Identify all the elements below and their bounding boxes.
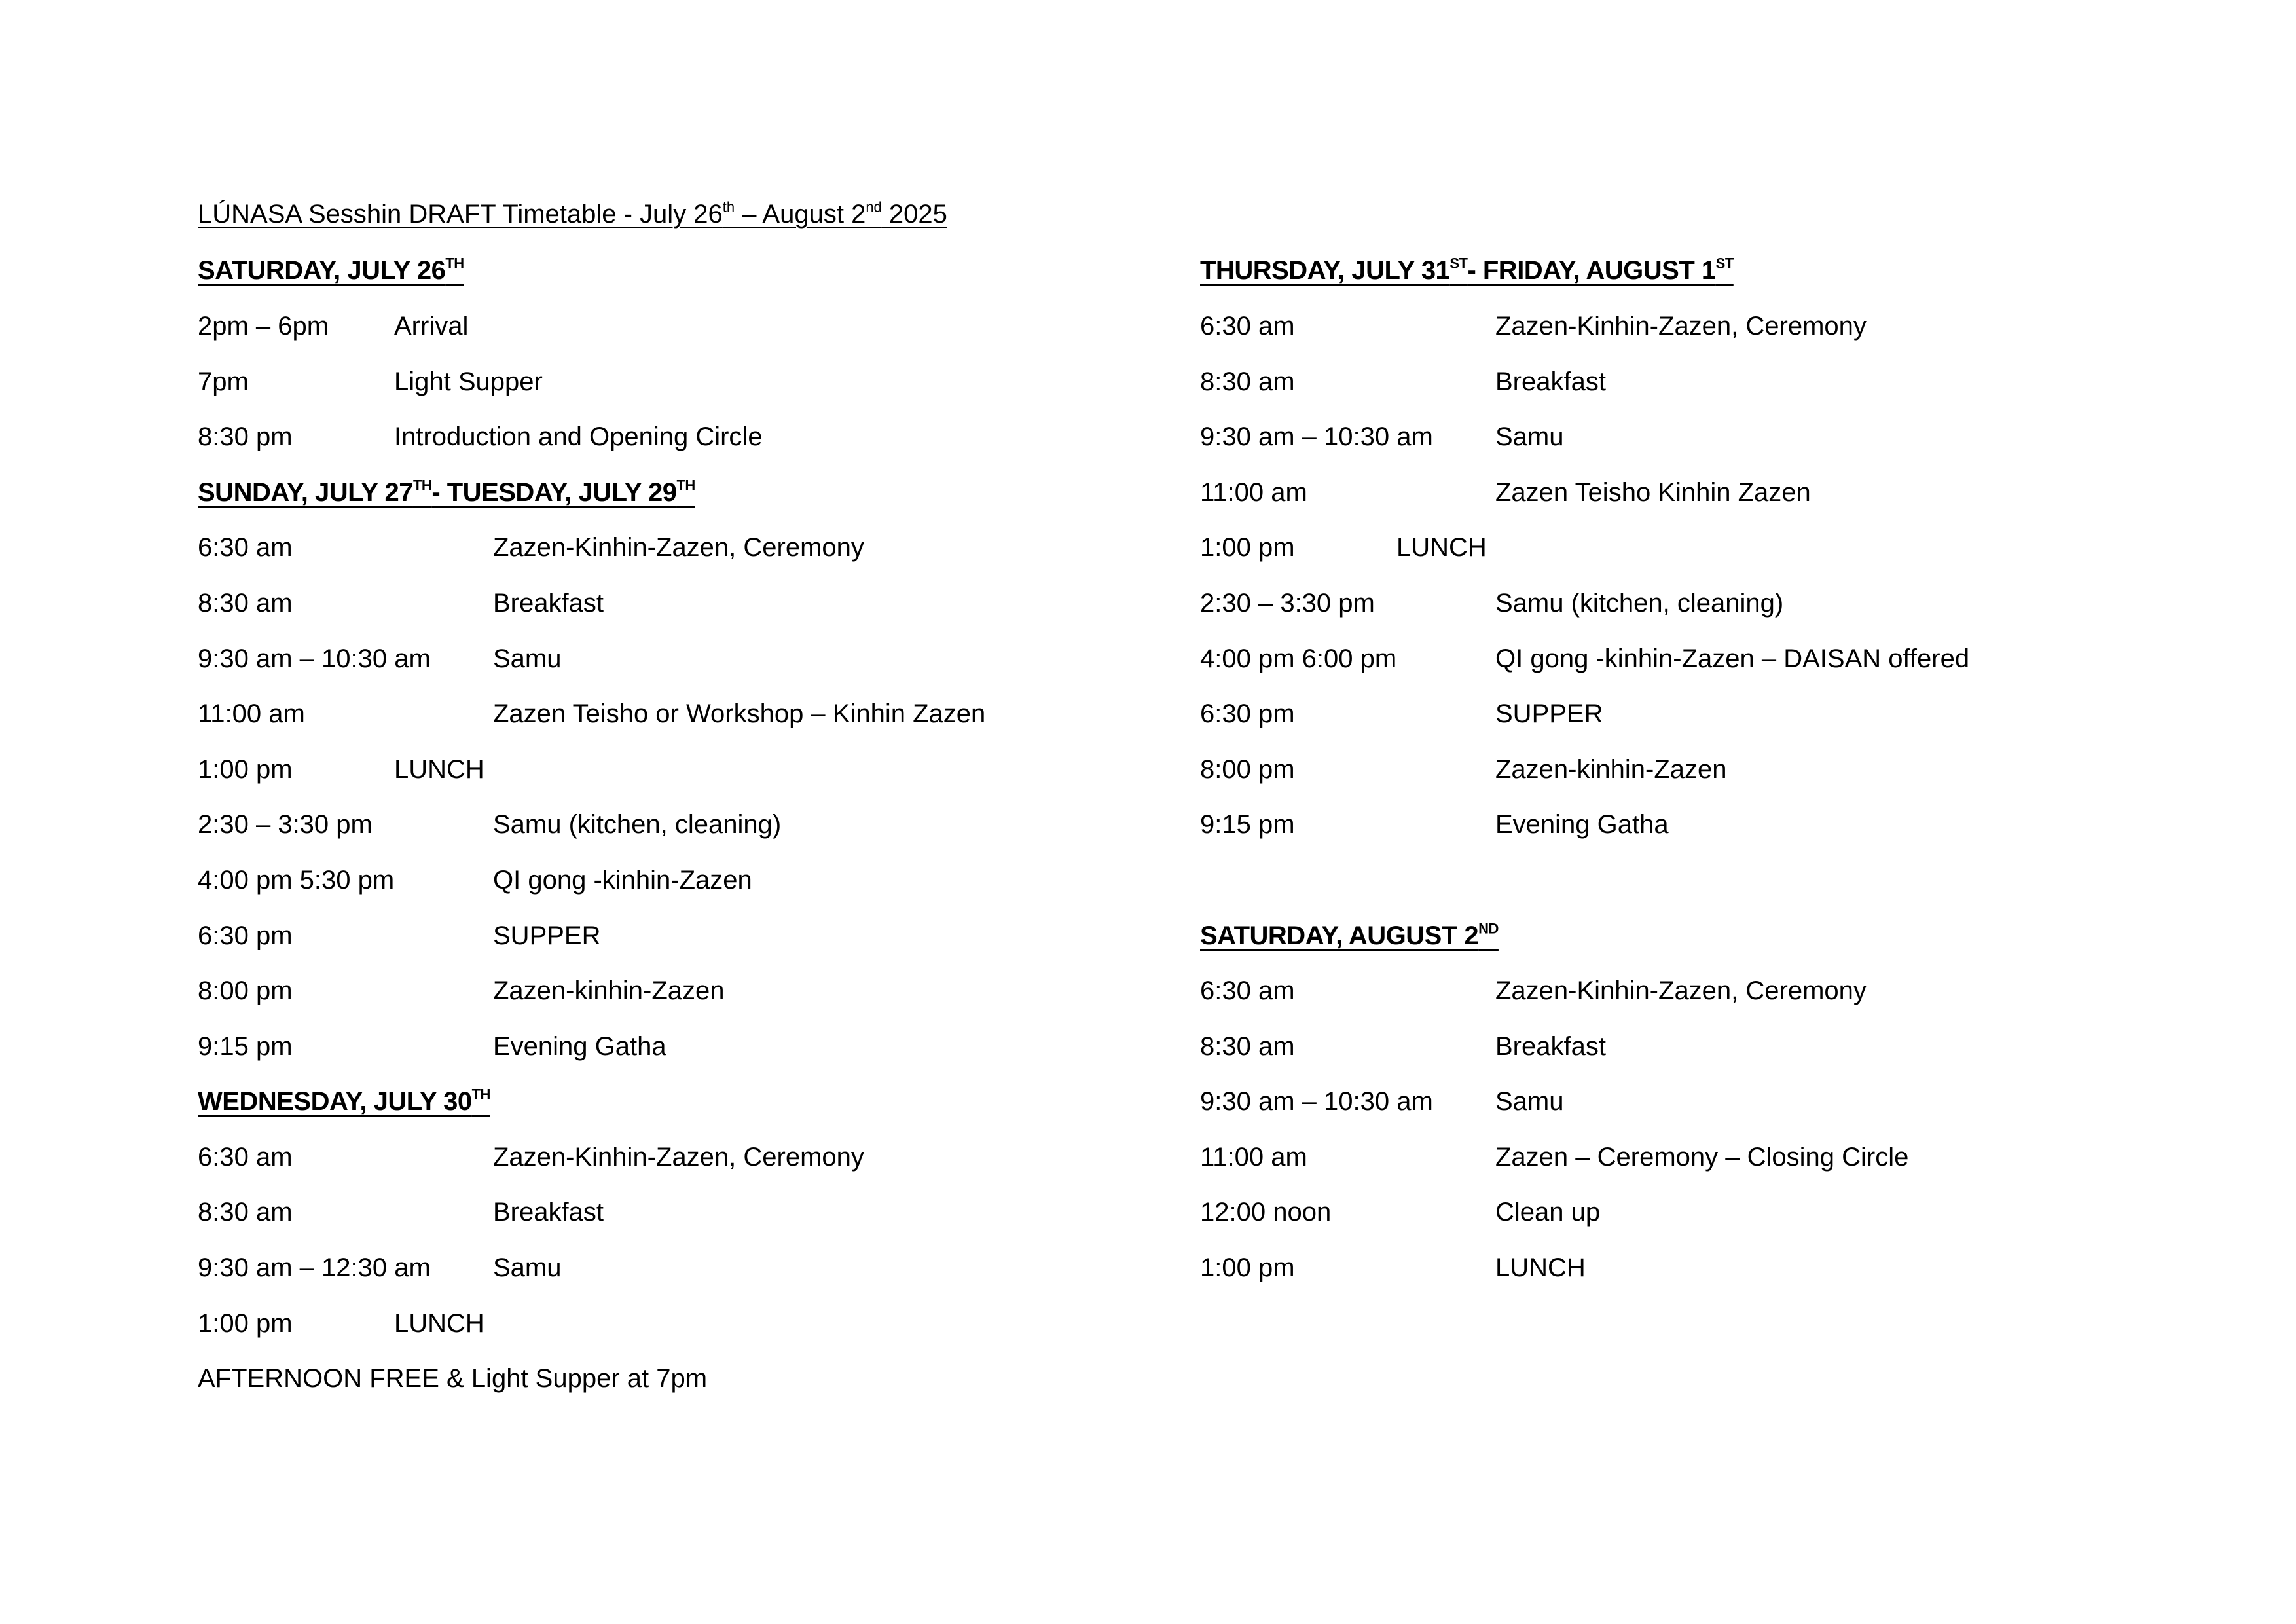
time-label: 11:00 am [1200, 1143, 1307, 1172]
day-heading-thursday-to-friday: THURSDAY, JULY 31ST- FRIDAY, AUGUST 1ST [1200, 255, 1734, 285]
time-label: 11:00 am [1200, 478, 1307, 507]
activity-label: Zazen Teisho Kinhin Zazen [1495, 478, 1811, 507]
time-label: 6:30 pm [198, 921, 293, 950]
day-heading-saturday-august-2: SATURDAY, AUGUST 2ND [1200, 920, 1499, 950]
activity-label: Breakfast [1495, 367, 1606, 396]
time-label: 6:30 pm [1200, 699, 1295, 728]
time-label: 8:30 am [198, 589, 293, 618]
page-title: LÚNASA Sesshin DRAFT Timetable - July 26th – August 2nd 2025 [198, 198, 947, 229]
activity-label: QI gong -kinhin-Zazen [493, 866, 752, 895]
activity-label: Samu [493, 1253, 562, 1282]
activity-label: Arrival [394, 312, 469, 341]
activity-label: SUPPER [1495, 699, 1603, 728]
time-label: 6:30 am [1200, 312, 1295, 341]
time-label: 2:30 – 3:30 pm [198, 810, 373, 839]
activity-label: Zazen-Kinhin-Zazen, Ceremony [493, 533, 864, 562]
activity-label: Evening Gatha [1495, 810, 1669, 839]
activity-label: Breakfast [493, 589, 604, 618]
time-label: 9:30 am – 10:30 am [1200, 1087, 1433, 1116]
activity-label: LUNCH [394, 1309, 484, 1338]
day-heading-saturday-july-26: SATURDAY, JULY 26TH [198, 255, 464, 285]
time-label: 8:30 am [1200, 367, 1295, 396]
day-heading-sunday-to-tuesday: SUNDAY, JULY 27TH- TUESDAY, JULY 29TH [198, 477, 695, 507]
day-heading-wednesday-july-30: WEDNESDAY, JULY 30TH [198, 1086, 490, 1116]
time-label: 7pm [198, 367, 249, 396]
activity-label: Zazen-Kinhin-Zazen, Ceremony [1495, 976, 1867, 1005]
activity-label: Zazen – Ceremony – Closing Circle [1495, 1143, 1909, 1172]
time-label: 1:00 pm [198, 755, 293, 784]
activity-label: Zazen-kinhin-Zazen [493, 976, 725, 1005]
time-label: 8:00 pm [1200, 755, 1295, 784]
note-text: AFTERNOON FREE & Light Supper at 7pm [198, 1364, 708, 1393]
time-label: 8:30 am [198, 1198, 293, 1227]
time-label: 4:00 pm 6:00 pm [1200, 644, 1397, 673]
time-label: 9:30 am – 12:30 am [198, 1253, 431, 1282]
activity-label: Evening Gatha [493, 1032, 666, 1061]
activity-label: LUNCH [1495, 1253, 1586, 1282]
activity-label: SUPPER [493, 921, 601, 950]
time-label: 6:30 am [198, 533, 293, 562]
activity-label: Samu [1495, 1087, 1564, 1116]
activity-label: Zazen-Kinhin-Zazen, Ceremony [1495, 312, 1867, 341]
activity-label: Clean up [1495, 1198, 1601, 1227]
time-label: 4:00 pm 5:30 pm [198, 866, 395, 895]
time-label: 8:30 pm [198, 422, 293, 451]
time-label: 9:15 pm [198, 1032, 293, 1061]
activity-label: Zazen-kinhin-Zazen [1495, 755, 1727, 784]
activity-label: Samu (kitchen, cleaning) [493, 810, 782, 839]
time-label: 9:30 am – 10:30 am [198, 644, 431, 673]
time-label: 2pm – 6pm [198, 312, 329, 341]
time-label: 2:30 – 3:30 pm [1200, 589, 1375, 618]
time-label: 1:00 pm [1200, 533, 1295, 562]
time-label: 1:00 pm [1200, 1253, 1295, 1282]
activity-label: Introduction and Opening Circle [394, 422, 763, 451]
activity-label: LUNCH [394, 755, 484, 784]
activity-label: Breakfast [1495, 1032, 1606, 1061]
activity-label: Breakfast [493, 1198, 604, 1227]
activity-label: Zazen Teisho or Workshop – Kinhin Zazen [493, 699, 986, 728]
time-label: 11:00 am [198, 699, 305, 728]
time-label: 8:00 pm [198, 976, 293, 1005]
activity-label: Zazen-Kinhin-Zazen, Ceremony [493, 1143, 864, 1172]
activity-label: Light Supper [394, 367, 543, 396]
time-label: 8:30 am [1200, 1032, 1295, 1061]
activity-label: Samu [493, 644, 562, 673]
time-label: 9:30 am – 10:30 am [1200, 422, 1433, 451]
activity-label: QI gong -kinhin-Zazen – DAISAN offered [1495, 644, 1970, 673]
time-label: 1:00 pm [198, 1309, 293, 1338]
time-label: 9:15 pm [1200, 810, 1295, 839]
activity-label: Samu (kitchen, cleaning) [1495, 589, 1784, 618]
activity-label: Samu [1495, 422, 1564, 451]
time-label: 6:30 am [198, 1143, 293, 1172]
activity-label: LUNCH [1396, 533, 1487, 562]
time-label: 6:30 am [1200, 976, 1295, 1005]
time-label: 12:00 noon [1200, 1198, 1332, 1227]
